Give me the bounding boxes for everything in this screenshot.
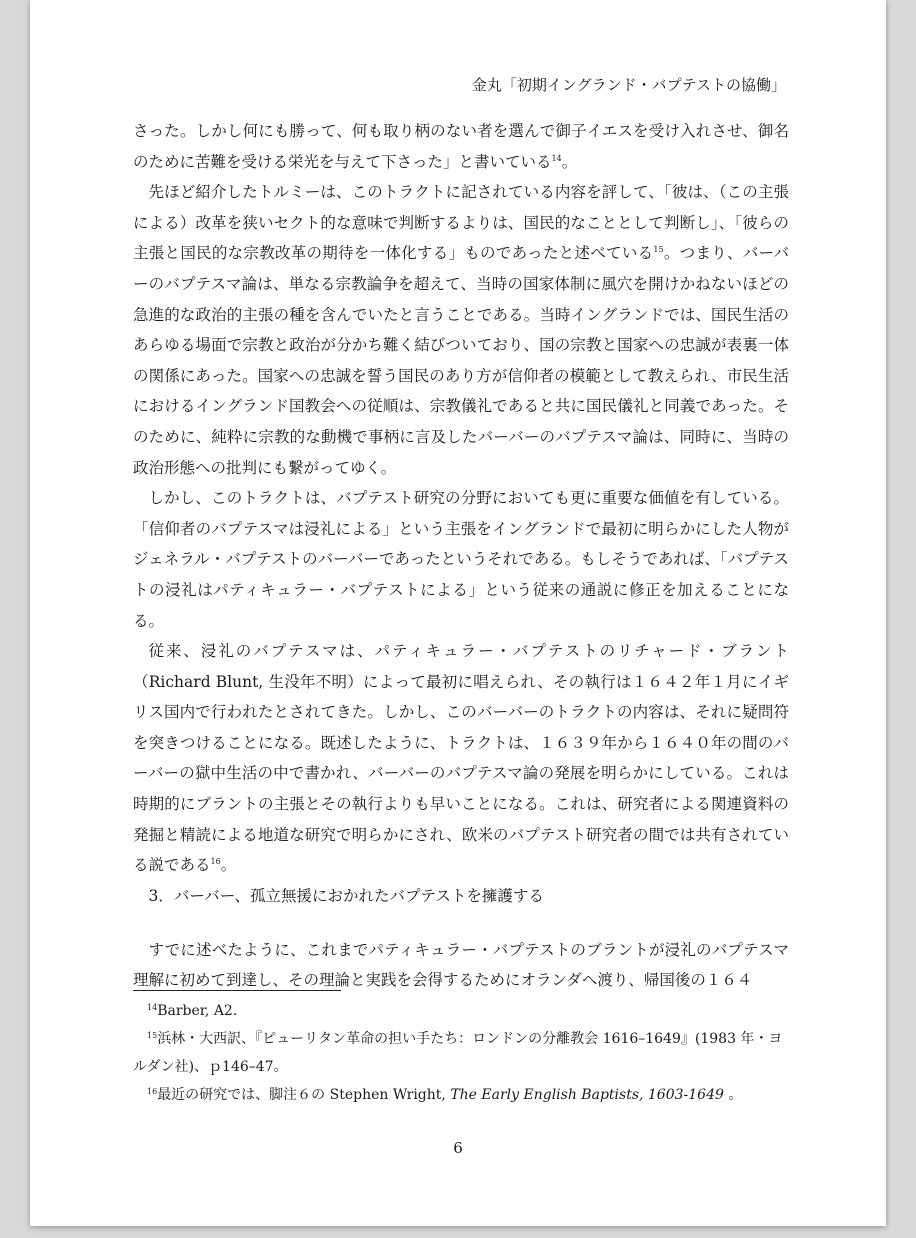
paragraph-2 (133, 177, 789, 483)
footnote-15-continuation: ルダン社)、ｐ146–47。 (133, 1059, 288, 1075)
section-heading: 3．バーバー、孤立無援におかれたバプテストを擁護する (148, 886, 544, 905)
footnote-16 (133, 1081, 789, 1109)
paragraph-1-text: さった。しかし何にも勝って、何も取り柄のない者を選んで御子イエスを受け入れさせ、御名のために苦難を受ける栄光を与えて下さった」と書いている (133, 122, 789, 171)
paragraph-5: すでに述べたように、これまでパティキュラー・バプテストのブラントが浸礼のバプテスマ理解に初めて到達し、その理論と実践を会得するためにオランダへ渡り、帰国後の１６４ (133, 940, 789, 990)
paragraph-4 (133, 636, 789, 881)
paragraph-1-end: 。 (561, 152, 578, 171)
footnote-number: 14 (147, 1003, 158, 1012)
footnote-ref-14[interactable]: 14 (551, 153, 562, 163)
footnote-divider (133, 990, 341, 991)
footnote-number: 15 (147, 1031, 158, 1040)
paragraph-1 (133, 116, 789, 177)
footnote-text-end: 。 (723, 1087, 743, 1103)
footnote-15 (133, 1025, 789, 1053)
paragraph-2-text-b: 。つまり、バーバーのバプテスマ論は、単なる宗教論争を超えて、当時の国家体制に風穴を開けかねないほどの急進的な政治的主張の種を含んでいたと言うことである。当時イングランドでは、国民生活のあらゆる場面で宗教と政治が分かち難く結びついており、国の宗教と国家への忠誠が表裏一体の関係にあった。国家への忠誠を誓う国民のあり方が信仰者の模範として教えられ、市民生活におけるイングランド国教会への従順は、宗教儀礼であると共に国民儀礼と同義であった。そのために、純粋に宗教的な動機で事柄に言及したバーバーのバプテスマ論は、同時に、当時の政治形態への批判にも繋がってゆく。 (133, 244, 789, 477)
book-title: The Early English Baptists, 1603-1649 (450, 1087, 724, 1103)
footnote-text: 浜林・大西訳、『ピューリタン革命の担い手たち：ロンドンの分離教会 1616–1649』(1983 年・ヨ (157, 1031, 783, 1047)
paragraph-4-end: 。 (220, 856, 237, 875)
footnote-text: Barber, A2. (157, 1003, 238, 1019)
running-head: 金丸「初期イングランド・バプテストの協働」 (471, 76, 786, 94)
footnote-number: 16 (147, 1087, 158, 1096)
body-text (133, 116, 789, 996)
footnotes (133, 997, 789, 1109)
page-number: 6 (453, 1139, 463, 1157)
paragraph-3: しかし、このトラクトは、バプテスト研究の分野においても更に重要な価値を有している。「信仰者のバプテスマは浸礼による」という主張をイングランドで最初に明らかにした人物がジェネラル・バプテストのバーバーであったというそれである。もしそうであれば、「バプテストの浸礼はパティキュラー・バプテストによる」という従来の通説に修正を加えることになる。 (133, 489, 789, 630)
paragraph-4-text: 従来、浸礼のバプテスマは、パティキュラー・バプテストのリチャード・ブラント（Richard Blunt, 生没年不明）によって最初に唱えられ、その執行は１６４２年１月にイギリス国内で行われたとされてきた。しかし、このバーバーのトラクトの内容は、それに疑問符を突きつけることになる。既述したように、トラクトは、１６３９年から１６４０年の間のバーバーの獄中生活の中で書かれ、バーバーのバプテスマ論の発展を明らかにしている。これは時期的にブラントの主張とその執行よりも早いことになる。これは、研究者による関連資料の発掘と精読による地道な研究で明らかにされ、欧米のバプテスト研究者の間では共有されている説である (133, 642, 789, 875)
paragraph-2-text-a: 先ほど紹介したトルミーは、このトラクトに記されている内容を評して、「彼は、（この主張による）改革を狭いセクト的な意味で判断するよりは、国民的なこととして判断し」、「彼らの主張と国民的な宗教改革の期待を一体化する」ものであったと述べている (133, 183, 789, 263)
footnote-text: 最近の研究では、脚注６の Stephen Wright, (157, 1087, 451, 1103)
footnote-ref-15[interactable]: 15 (653, 245, 664, 255)
footnote-ref-16[interactable]: 16 (210, 857, 221, 867)
document-page (30, 0, 886, 1226)
footnote-14 (133, 997, 789, 1025)
